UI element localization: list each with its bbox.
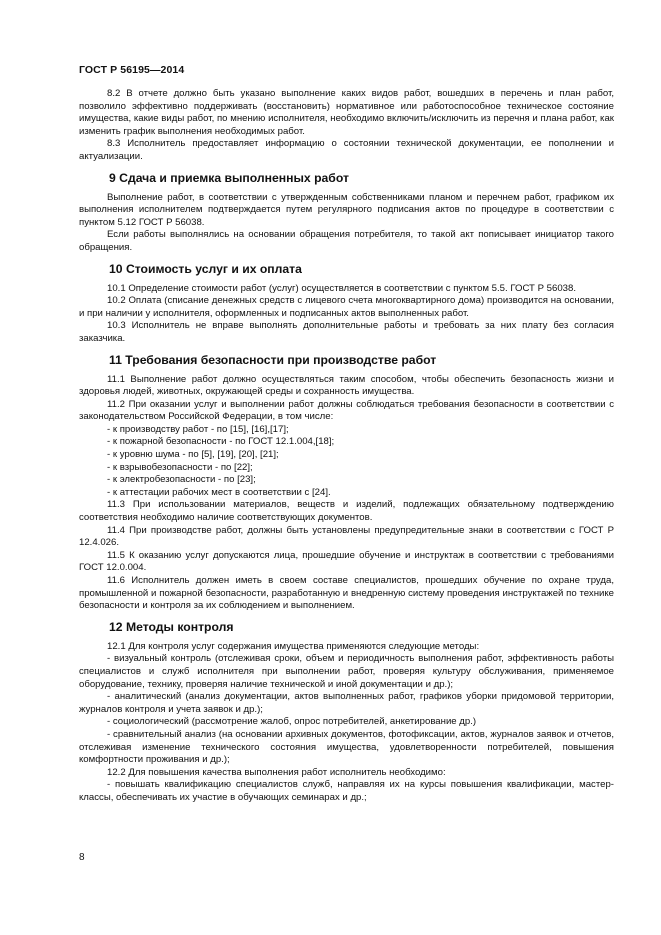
paragraph-11-2: 11.2 При оказании услуг и выполнении работ должны соблюдаться требования безопасности в соответствии с законодательством Российской Федерации, в том числе: bbox=[79, 398, 614, 423]
list-item: - к пожарной безопасности - по ГОСТ 12.1.004,[18]; bbox=[107, 436, 335, 448]
paragraph-qualification: - повышать квалификацию специалистов служб, направляя их на курсы повышения квалификации, мастер-классы, обеспечивать их участие в обучающих семинарах и др.; bbox=[79, 779, 614, 803]
paragraph-method-analytical: - аналитический (анализ документации, актов выполненных работ, графиков уборки придомовой территории, журналов контроля и учета заявок и др.); bbox=[79, 691, 614, 715]
list-item: - к уровню шума - по [5], [19], [20], [21]; bbox=[107, 449, 279, 461]
paragraph-method-sociological: - социологический (рассмотрение жалоб, опрос потребителей, анкетирование др.) bbox=[107, 716, 477, 728]
paragraph-11-3: 11.3 При использовании материалов, веществ и изделий, подлежащих обязательному подтверждению соответствия необходимо наличие соответствующих документов. bbox=[79, 499, 614, 524]
paragraph-8-2: 8.2 В отчете должно быть указано выполнение каких видов работ, вошедших в перечень и план работ, позволило эффективно поддерживать (восстановить) нормативное или работоспособное техническое состояние имущества, какие виды работ, по мнению исполнителя, необходимо включить/исключить из перечня и плана работ, как изменить график выполнения необходимых работ. bbox=[79, 88, 614, 137]
paragraph-10-3: 10.3 Исполнитель не вправе выполнять дополнительные работы и требовать за них плату без согласия заказчика. bbox=[79, 320, 614, 344]
paragraph-11-5: 11.5 К оказанию услуг допускаются лица, прошедшие обучение и инструктаж в соответствии с требованиями ГОСТ 12.0.004. bbox=[79, 549, 614, 574]
paragraph-10-2: 10.2 Оплата (списание денежных средств с лицевого счета многоквартирного дома) производится на основании, и при наличии у исполнителя, оформленных и подписанных актов выполненных работ. bbox=[79, 295, 614, 319]
paragraph-9-2: Если работы выполнялись на основании обращения потребителя, то такой акт пописывает инициатор такого обращения. bbox=[79, 229, 614, 253]
list-item: - к электробезопасности - по [23]; bbox=[107, 474, 256, 486]
paragraph-11-6: 11.6 Исполнитель должен иметь в своем составе специалистов, прошедших обучение по охране труда, промышленной и пожарной безопасности, разработанную и внедренную систему проведения инструктажей по технике безопасности и контроля за их соблюдением и выполнением. bbox=[79, 575, 614, 612]
document-header-code: ГОСТ Р 56195—2014 bbox=[79, 64, 185, 76]
paragraph-10-1: 10.1 Определение стоимости работ (услуг) осуществляется в соответствии с пунктом 5.5. ГОСТ Р 56038. bbox=[107, 282, 576, 294]
list-item: - к взрывобезопасности - по [22]; bbox=[107, 461, 253, 473]
paragraph-11-4: 11.4 При производстве работ, должны быть установлены предупредительные знаки в соответствии с ГОСТ Р 12.4.026. bbox=[79, 524, 614, 549]
paragraph-9-1: Выполнение работ, в соответствии с утвержденным собственниками планом и перечнем работ, графиком их выполнения исполнителем подтверждается путем регулярного подписания актов по процедуре в соответствии с пунктом 5.12 ГОСТ Р 56038. bbox=[79, 191, 614, 228]
page-number: 8 bbox=[79, 852, 85, 863]
section-heading-9: 9 Сдача и приемка выполненных работ bbox=[109, 170, 349, 185]
paragraph-12-2: 12.2 Для повышения качества выполнения работ исполнитель необходимо: bbox=[107, 766, 446, 778]
list-item: - к аттестации рабочих мест в соответствии с [24]. bbox=[107, 486, 331, 498]
paragraph-8-3: 8.3 Исполнитель предоставляет информацию о состоянии технической документации, ее пополнении и актуализации. bbox=[79, 138, 614, 162]
list-item: - к производству работ - по [15], [16],[17]; bbox=[107, 423, 289, 435]
paragraph-12-1: 12.1 Для контроля услуг содержания имущества применяются следующие методы: bbox=[107, 640, 480, 652]
section-heading-11: 11 Требования безопасности при производстве работ bbox=[109, 352, 437, 367]
paragraph-method-visual: - визуальный контроль (отслеживая сроки, объем и периодичность выполнения работ, эффективность работы специалистов и служб исполнителя при выполнении работ, проверяя культуру обслуживания, применяемое оборудование, технику, проверяя наличие технической и иной документации и др.); bbox=[79, 653, 614, 690]
paragraph-11-1: 11.1 Выполнение работ должно осуществляться таким способом, чтобы обеспечить безопасность жизни и здоровья людей, животных, окружающей среды и сохранность имущества. bbox=[79, 373, 614, 398]
paragraph-method-comparative: - сравнительный анализ (на основании архивных документов, фотофиксации, актов, журналов заявок и отчетов, отслеживая изменение технического состояния имущества, удовлетворенности потребителей, повышения комфортности проживания и др.); bbox=[79, 728, 614, 766]
section-heading-10: 10 Стоимость услуг и их оплата bbox=[109, 261, 302, 276]
document-body bbox=[79, 88, 614, 805]
section-heading-12: 12 Методы контроля bbox=[109, 619, 234, 634]
